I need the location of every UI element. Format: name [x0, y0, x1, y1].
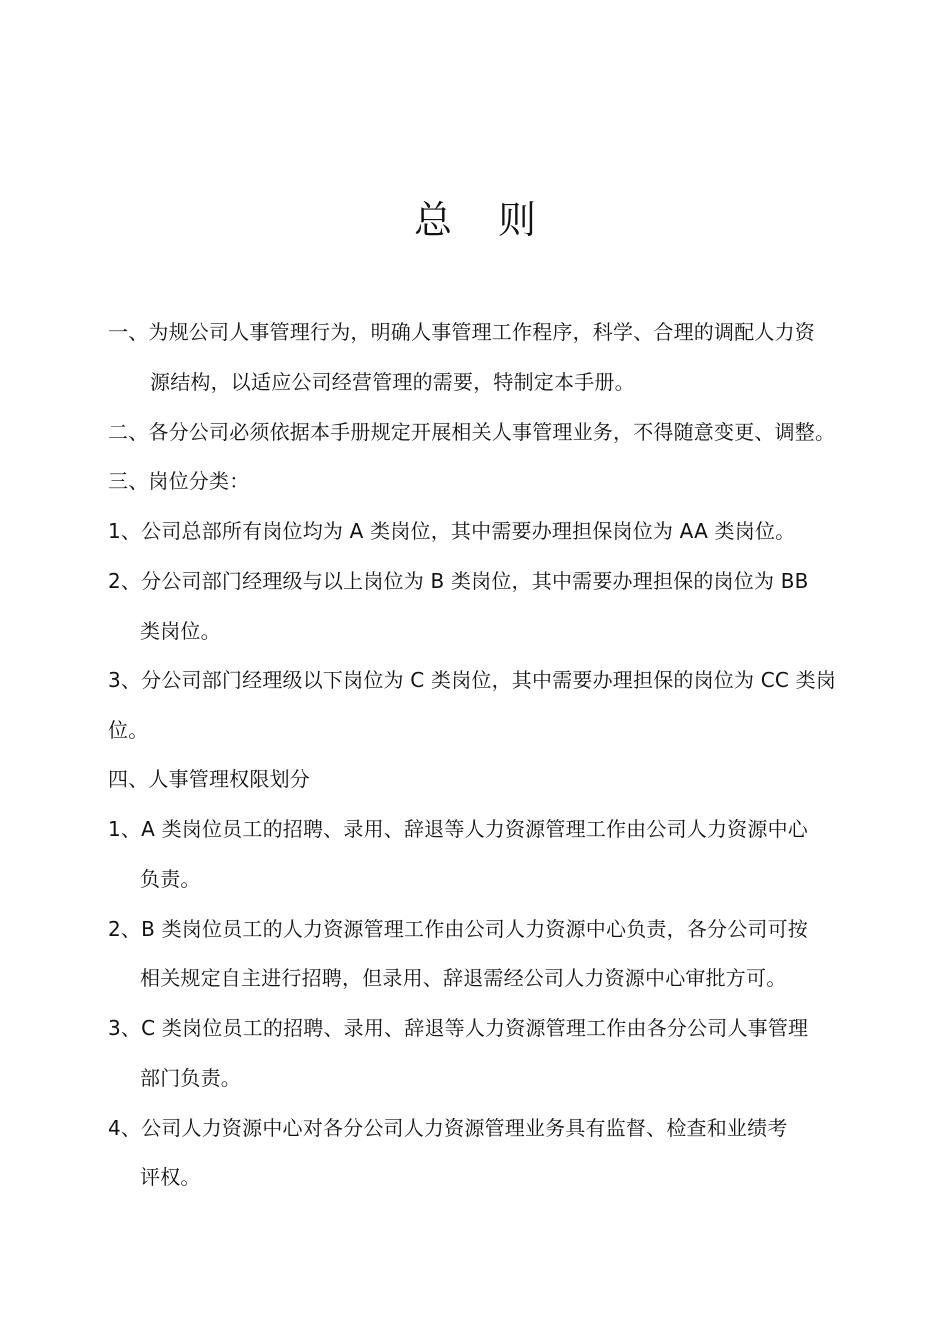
list-item: 3、分公司部门经理级以下岗位为 C 类岗位，其中需要办理担保的岗位为 CC 类岗	[108, 668, 837, 692]
list-item-continuation: 相关规定自主进行招聘，但录用、辞退需经公司人力资源中心审批方可。	[140, 966, 787, 990]
section-heading: 四、人事管理权限划分	[108, 767, 310, 791]
paragraph-line: 一、为规公司人事管理行为，明确人事管理工作程序，科学、合理的调配人力资	[108, 320, 815, 344]
list-item: 4、公司人力资源中心对各分公司人力资源管理业务具有监督、检查和业绩考	[108, 1116, 788, 1140]
title-char-1: 总	[413, 198, 452, 242]
section-heading: 三、岗位分类：	[108, 469, 250, 493]
list-item: 2、B 类岗位员工的人力资源管理工作由公司人力资源中心负责，各分公司可按	[108, 917, 809, 941]
list-item-continuation: 部门负责。	[140, 1066, 241, 1090]
paragraph-line: 二、各分公司必须依据本手册规定开展相关人事管理业务，不得随意变更、调整。	[108, 420, 836, 444]
title-char-2: 则	[498, 198, 537, 242]
page-title	[0, 196, 950, 244]
list-item: 1、A 类岗位员工的招聘、录用、辞退等人力资源管理工作由公司人力资源中心	[108, 817, 808, 841]
paragraph-line: 源结构，以适应公司经营管理的需要，特制定本手册。	[150, 370, 635, 394]
list-item-continuation: 位。	[108, 718, 149, 742]
list-item-continuation: 类岗位。	[140, 619, 221, 643]
list-item: 2、分公司部门经理级与以上岗位为 B 类岗位，其中需要办理担保的岗位为 BB	[108, 569, 809, 593]
list-item-continuation: 负责。	[140, 867, 201, 891]
list-item: 1、公司总部所有岗位均为 A 类岗位，其中需要办理担保岗位为 AA 类岗位。	[108, 519, 796, 543]
list-item: 3、C 类岗位员工的招聘、录用、辞退等人力资源管理工作由各分公司人事管理	[108, 1016, 809, 1040]
list-item-continuation: 评权。	[140, 1165, 201, 1189]
